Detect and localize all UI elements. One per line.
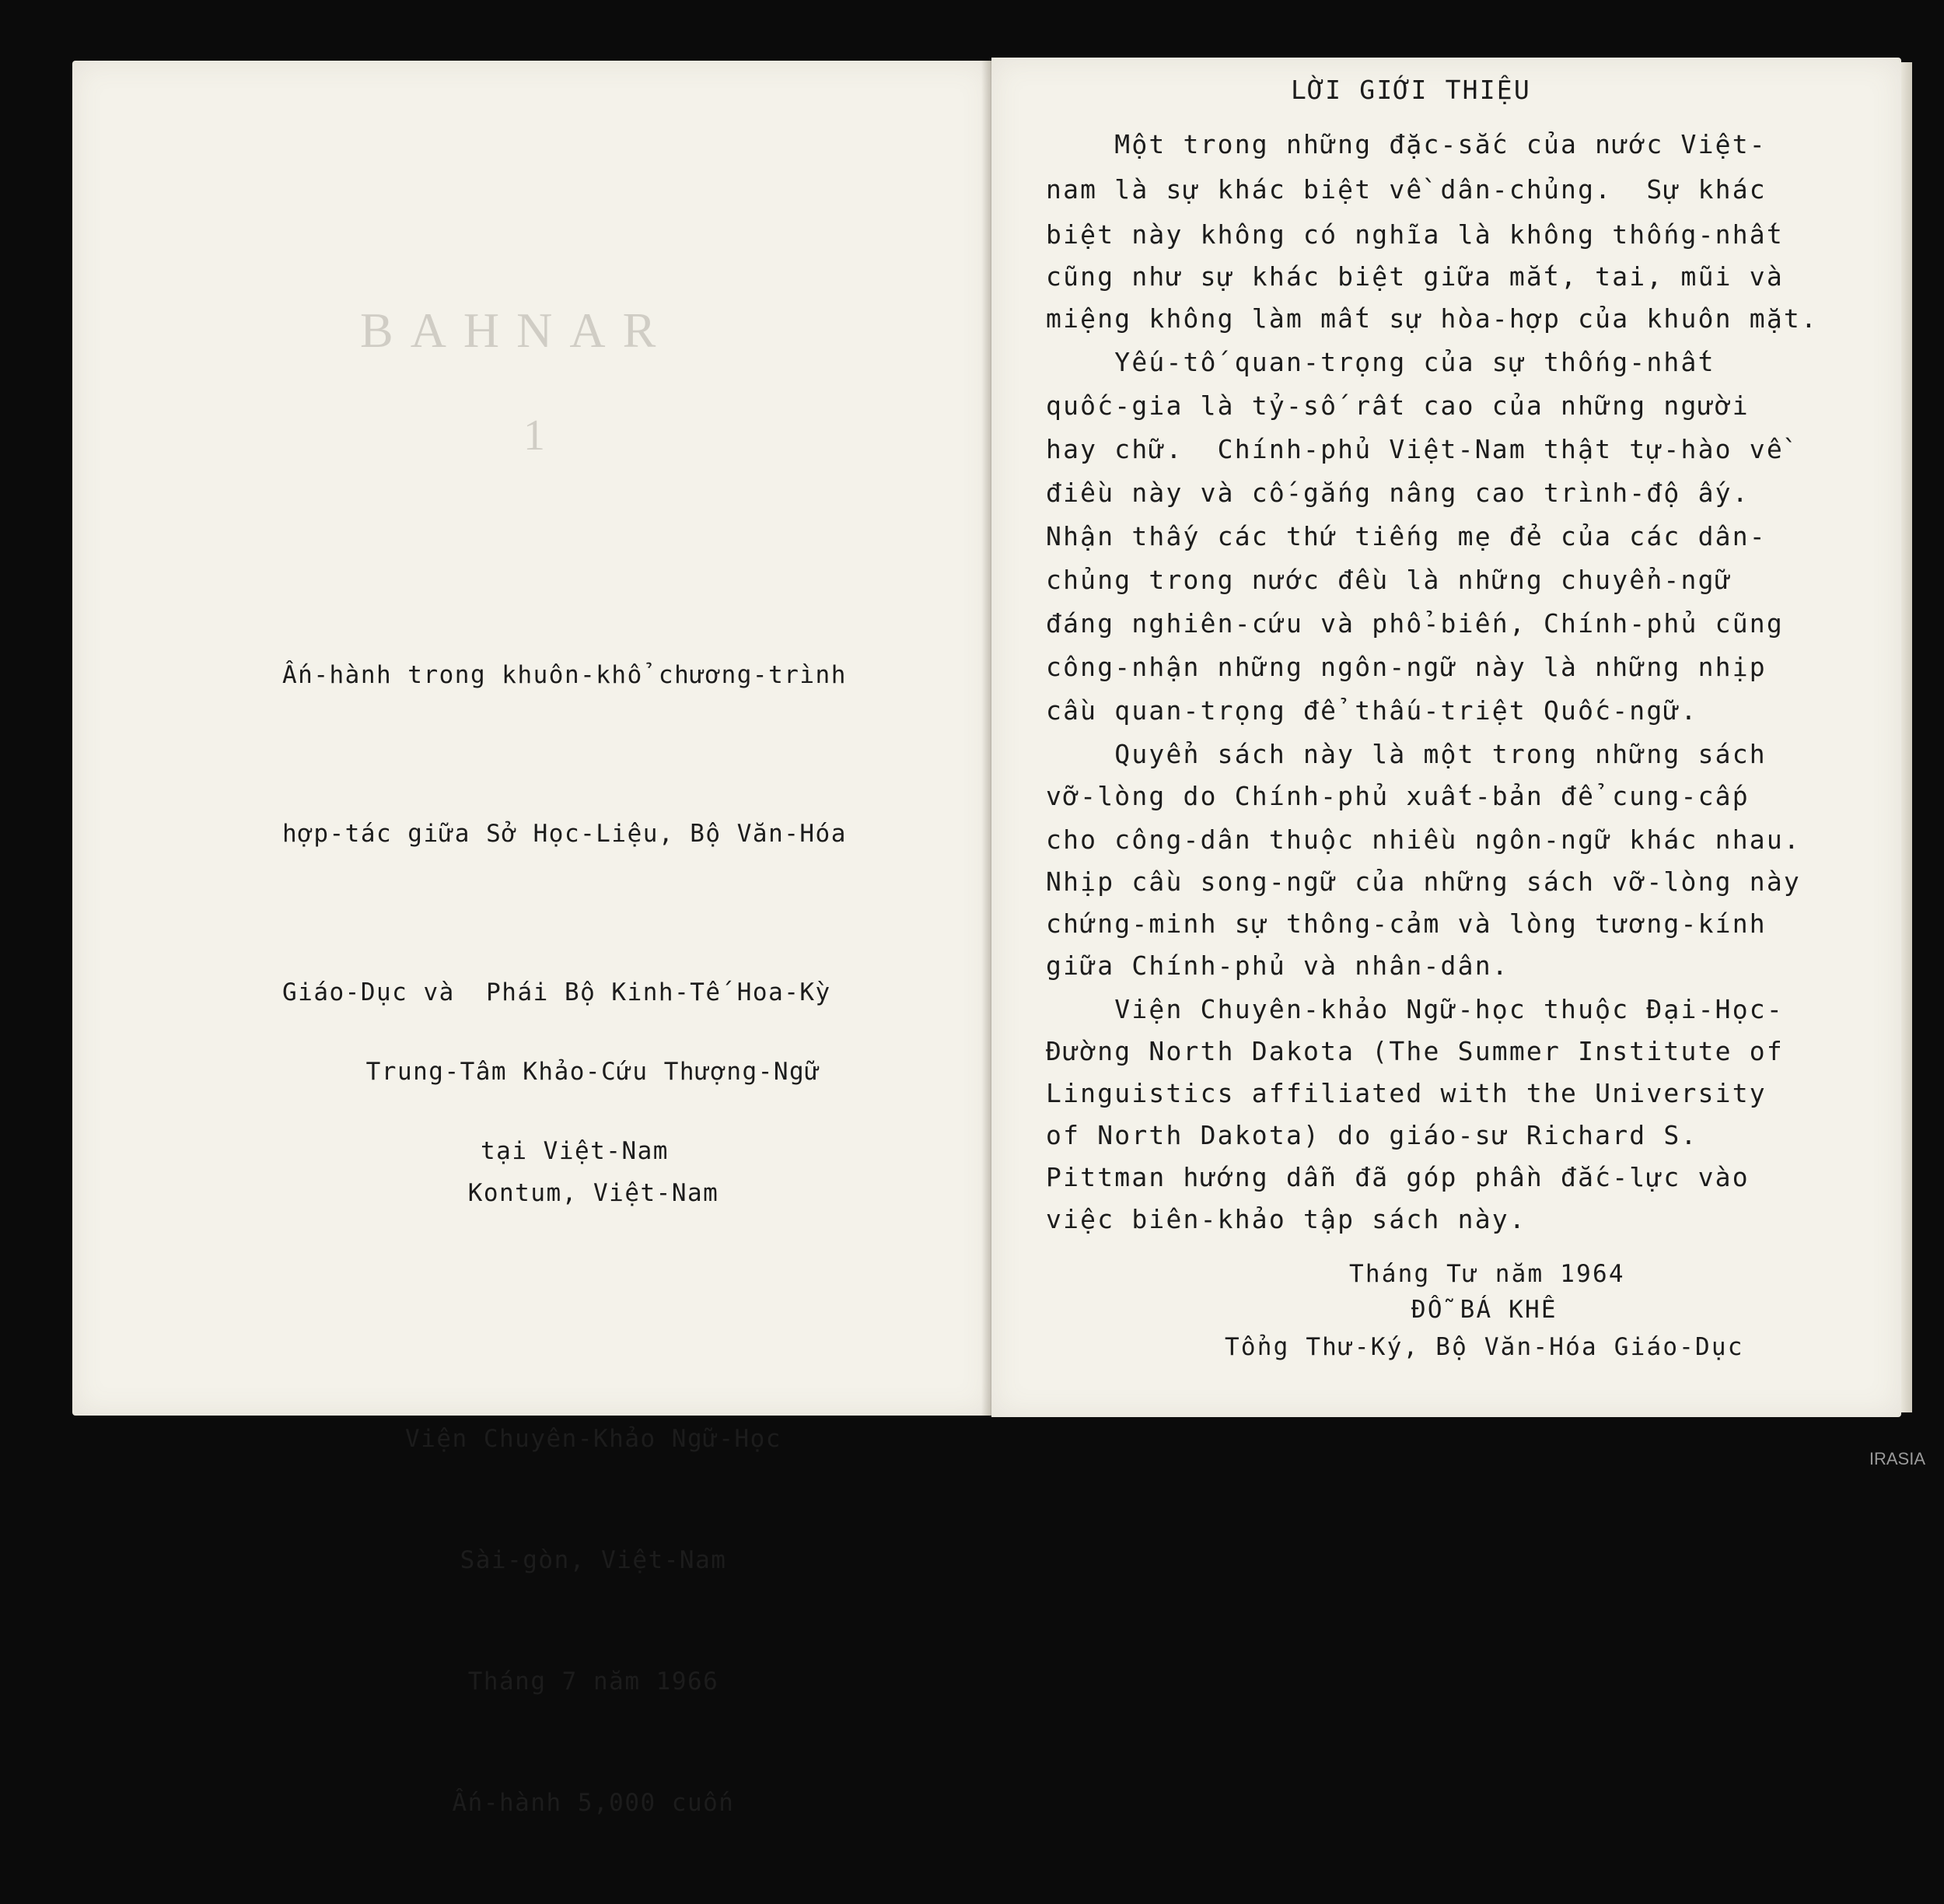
- body-line: công-nhận những ngôn-ngữ này là những nhịp: [1046, 652, 1767, 682]
- body-line: Đường North Dakota (The Summer Institute of: [1046, 1036, 1784, 1066]
- publication-date: Tháng 7 năm 1966: [467, 1668, 719, 1696]
- body-line: miệng không làm mất sự hòa-hợp của khuôn mặt.: [1046, 303, 1819, 334]
- body-line: vỡ-lòng do Chính-phủ xuất-bản để cung-cấp: [1046, 781, 1750, 811]
- body-line: Quyển sách này là một trong những sách: [1046, 739, 1767, 769]
- body-line: Yếu-tố quan-trọng của sự thống-nhất: [1046, 347, 1715, 377]
- body-line: việc biên-khảo tập sách này.: [1046, 1204, 1526, 1234]
- publisher-block: [298, 971, 889, 1904]
- body-line: Nhịp cầu song-ngữ của những sách vỡ-lòng này: [1046, 866, 1801, 897]
- imprint-line: Ấn-hành trong khuôn-khổ chương-trình: [282, 661, 847, 689]
- imprint-line: tại Việt-Nam: [481, 1137, 669, 1165]
- signatory-title: Tổng Thư-Ký, Bộ Văn-Hóa Giáo-Dục: [1225, 1333, 1744, 1361]
- imprint-line: Giáo-Dục và Phái Bộ Kinh-Tế Hoa-Kỳ: [282, 978, 831, 1006]
- body-line: Pittman hướng dẫn đã góp phần đắc-lực vào: [1046, 1162, 1750, 1192]
- body-line: chứng-minh sự thông-cảm và lòng tương-kính: [1046, 908, 1767, 939]
- publisher-line: Viện Chuyên-Khảo Ngữ-Học: [405, 1425, 781, 1453]
- watermark: IRASIA: [1869, 1449, 1925, 1468]
- body-line: đáng nghiên-cứu và phổ-biến, Chính-phủ cũng: [1046, 608, 1784, 639]
- body-line: cho công-dân thuộc nhiều ngôn-ngữ khác nhau.: [1046, 824, 1801, 855]
- show-through-title: BAHNAR: [360, 303, 673, 358]
- signatory-name: ĐỖ BÁ KHÊ: [1411, 1296, 1558, 1324]
- body-line: Viện Chuyên-khảo Ngữ-học thuộc Đại-Học-: [1046, 994, 1784, 1024]
- show-through-number: 1: [523, 411, 562, 460]
- publisher-line: Kontum, Việt-Nam: [467, 1179, 719, 1207]
- imprint-line: hợp-tác giữa Sở Học-Liệu, Bộ Văn-Hóa: [282, 820, 847, 848]
- body-line: Một trong những đặc-sắc của nước Việt-: [1046, 129, 1767, 159]
- publisher-line: Sài-gòn, Việt-Nam: [460, 1546, 727, 1574]
- body-line: hay chữ. Chính-phủ Việt-Nam thật tự-hào về: [1046, 434, 1784, 464]
- body-line: Linguistics affiliated with the University: [1046, 1078, 1767, 1108]
- body-line: điều này và cố-gắng nâng cao trình-độ ấy.: [1046, 478, 1750, 508]
- introduction-title: LỜI GIỚI THIỆU: [1291, 75, 1531, 105]
- right-page: [991, 58, 1901, 1417]
- signature-date: Tháng Tư năm 1964: [1349, 1260, 1625, 1288]
- print-run: Ấn-hành 5,000 cuốn: [452, 1789, 735, 1817]
- body-line: giữa Chính-phủ và nhân-dân.: [1046, 950, 1509, 981]
- body-line: cầu quan-trọng để thấu-triệt Quốc-ngữ.: [1046, 695, 1698, 726]
- publisher-line: Trung-Tâm Khảo-Cứu Thượng-Ngữ: [365, 1058, 821, 1086]
- body-line: chủng trong nước đều là những chuyển-ngữ: [1046, 565, 1732, 595]
- body-line: cũng như sự khác biệt giữa mắt, tai, mũi và: [1046, 261, 1784, 292]
- left-page: [72, 61, 991, 1817]
- body-line: of North Dakota) do giáo-sư Richard S.: [1046, 1120, 1698, 1150]
- body-line: Nhận thấy các thứ tiếng mẹ đẻ của các dân-: [1046, 521, 1767, 551]
- body-line: nam là sự khác biệt về dân-chủng. Sự khác: [1046, 174, 1767, 205]
- body-line: quốc-gia là tỷ-số rất cao của những người: [1046, 390, 1750, 421]
- body-line: biệt này không có nghĩa là không thống-nhất: [1046, 219, 1784, 250]
